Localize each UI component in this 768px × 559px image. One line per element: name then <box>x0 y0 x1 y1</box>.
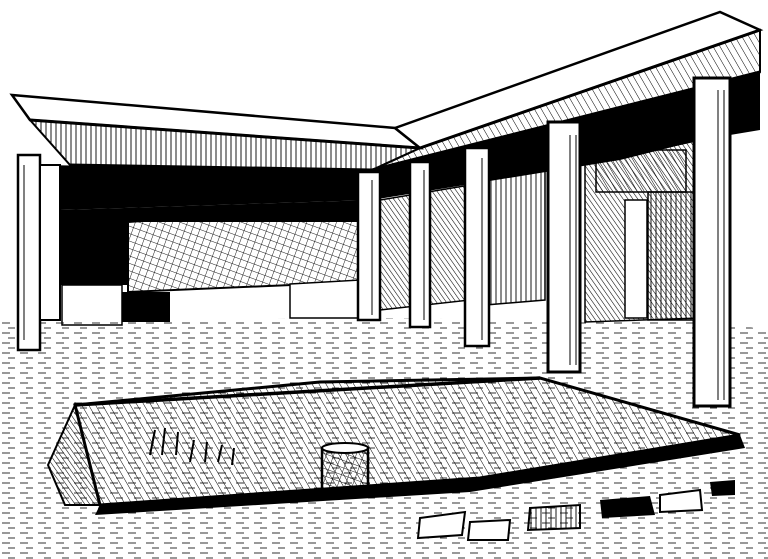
column <box>465 148 489 346</box>
wellhead <box>322 443 368 494</box>
column <box>548 122 580 372</box>
roof-left-wing <box>12 95 420 170</box>
column <box>18 155 40 350</box>
column <box>694 78 730 406</box>
column <box>358 172 380 320</box>
column <box>410 162 430 327</box>
column <box>40 165 60 320</box>
